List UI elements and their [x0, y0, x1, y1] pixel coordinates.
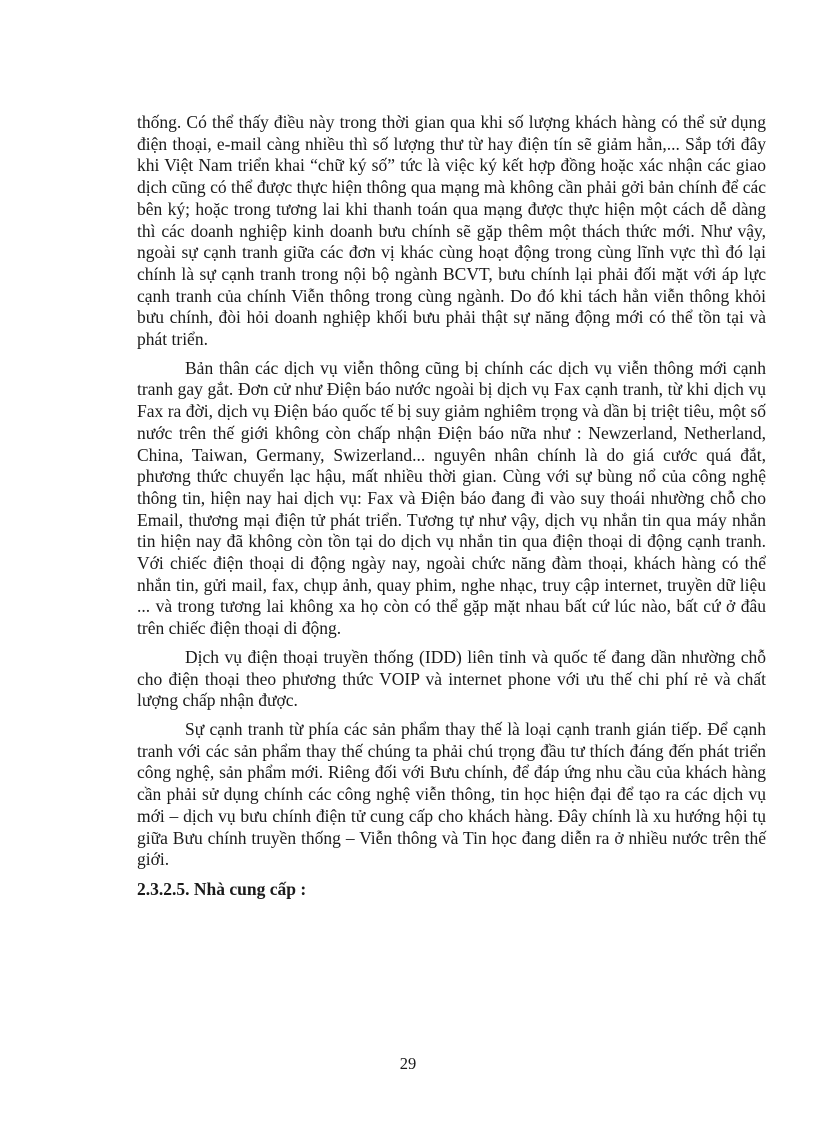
paragraph-continuation: thống. Có thể thấy điều này trong thời gian qua khi số lượng khách hàng có thể sử dụng điện thoại, e-mail càng nhiều thì số lượng thư từ hay điện tín sẽ giảm hẳn,... Sắp tới đây khi Việt Nam triển khai “chữ ký số” tức là việc ký kết hợp đồng hoặc xác nhận các giao dịch cũng có thể được thực hiện thông qua mạng mà không cần phải gởi bản chính để các bên ký; hoặc trong tương lai khi thanh toán qua mạng được thực hiện một cách dễ dàng thì các doanh nghiệp kinh doanh bưu chính sẽ gặp thêm một thách thức mới. Như vậy, ngoài sự cạnh tranh giữa các đơn vị khác cùng hoạt động trong cùng lĩnh vực thì đó lại chính là sự cạnh tranh trong nội bộ ngành BCVT, bưu chính lại phải đối mặt với áp lực cạnh tranh của chính Viễn thông trong cùng ngành. Do đó khi tách hẳn viễn thông khỏi bưu chính, đòi hỏi doanh nghiệp khối bưu phải thật sự năng động mới có thể tồn tại và phát triển. — [137, 112, 766, 350]
page-number: 29 — [399, 1054, 417, 1073]
paragraph-substitute-products: Sự cạnh tranh từ phía các sản phẩm thay thế là loại cạnh tranh gián tiếp. Để cạnh tranh với các sản phẩm thay thế chúng ta phải chú trọng đầu tư thích đáng đến phát triển công nghệ, sản phẩm mới. Riêng đối với Bưu chính, để đáp ứng nhu cầu của khách hàng cần phải sử dụng chính các công nghệ viễn thông, tin học hiện đại để tạo ra các dịch vụ mới – dịch vụ bưu chính điện tử cung cấp cho khách hàng. Đây chính là xu hướng hội tụ giữa Bưu chính truyền thống – Viễn thông và Tin học đang diễn ra ở nhiều nước trên thế giới. — [137, 718, 766, 870]
document-body — [137, 112, 766, 901]
section-heading: 2.3.2.5. Nhà cung cấp : — [137, 878, 307, 899]
paragraph-idd-voip: Dịch vụ điện thoại truyền thống (IDD) liên tỉnh và quốc tế đang dần nhường chỗ cho điện thoại theo phương thức VOIP và internet phone với ưu thế chi phí rẻ và chất lượng chấp nhận được. — [137, 646, 766, 711]
paragraph-telecom-competition: Bản thân các dịch vụ viễn thông cũng bị chính các dịch vụ viễn thông mới cạnh tranh gay gắt. Đơn cử như Điện báo nước ngoài bị dịch vụ Fax cạnh tranh, từ khi dịch vụ Fax ra đời, dịch vụ Điện báo quốc tế bị suy giảm nghiêm trọng và dần bị triệt tiêu, một số nước trên thế giới không còn chấp nhận Điện báo nữa như : Newzerland, Netherland, China, Taiwan, Germany, Swizerland... nguyên nhân chính là do giá cước quá đắt, phương thức chuyển lạc hậu, mất nhiều thời gian. Cùng với sự bùng nổ của công nghệ thông tin, hiện nay hai dịch vụ: Fax và Điện báo đang đi vào suy thoái nhường chỗ cho Email, thương mại điện tử phát triển. Tương tự như vậy, dịch vụ nhắn tin qua máy nhắn tin hiện nay đã không còn tồn tại do dịch vụ nhắn tin qua điện thoại di động cạnh tranh. Với chiếc điện thoại di động ngày nay, ngoài chức năng đàm thoại, khách hàng có thể nhắn tin, gửi mail, fax, chụp ảnh, quay phim, nghe nhạc, truy cập internet, truyền dữ liệu ... và trong tương lai không xa họ còn có thể gặp mặt nhau bất cứ lúc nào, bất cứ ở đâu trên chiếc điện thoại di động. — [137, 357, 766, 639]
